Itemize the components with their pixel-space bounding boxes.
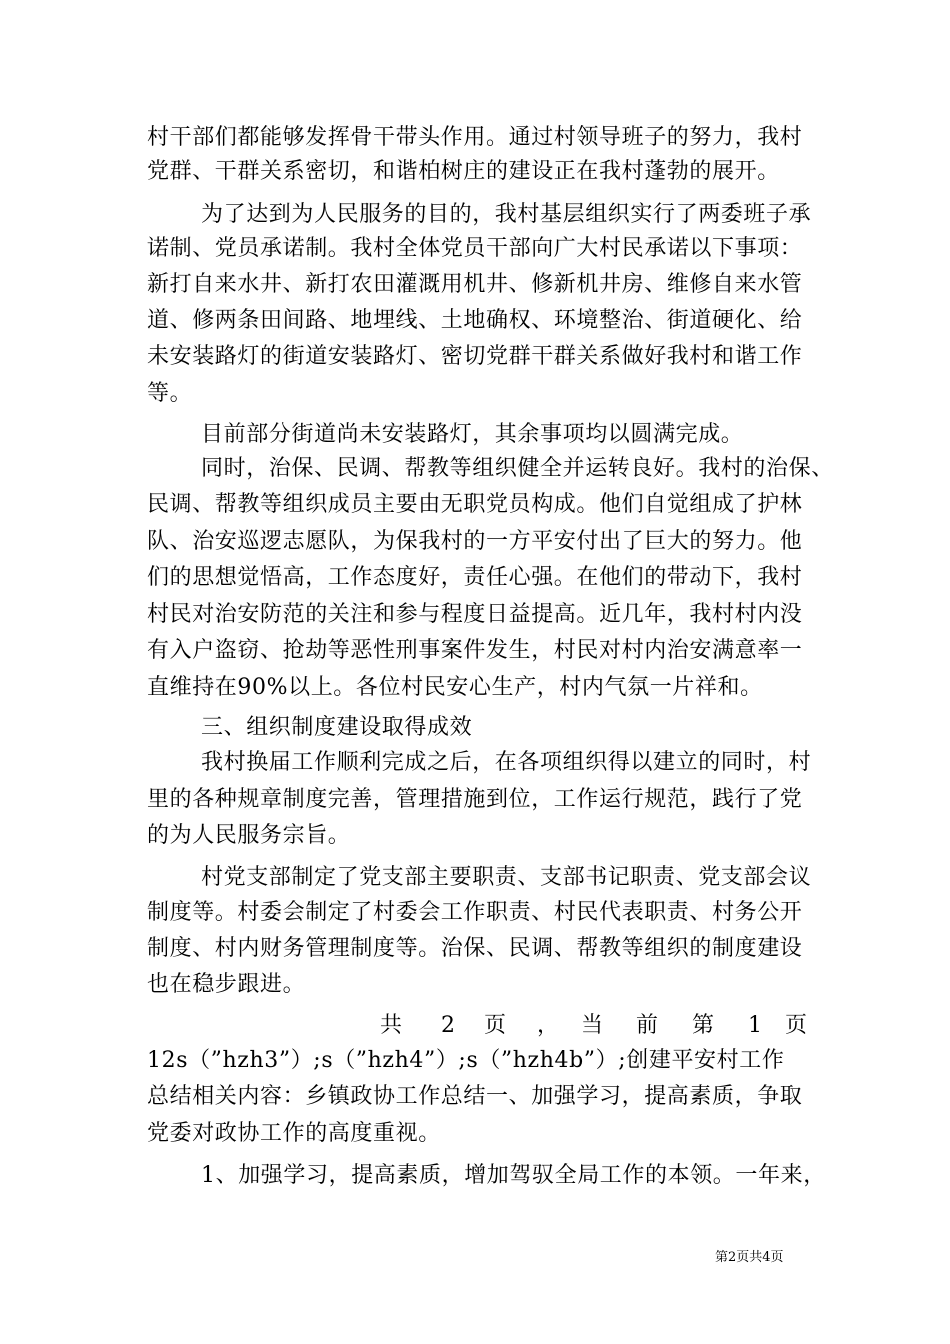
paragraph-line: 新打自来水井、新打农田灌溉用机井、修新机井房、维修自来水管 (147, 272, 803, 297)
paragraph-line: 们的思想觉悟高，工作态度好，责任心强。在他们的带动下，我村 (147, 565, 803, 590)
paragraph-line: 党委对政协工作的高度重视。 (147, 1121, 441, 1146)
page-count-token: 1 (748, 1013, 762, 1038)
paragraph-line: 我村换届工作顺利完成之后，在各项组织得以建立的同时，村 (201, 750, 812, 775)
paragraph-line: 目前部分街道尚未安装路灯，其余事项均以圆满完成。 (201, 422, 744, 447)
paragraph-line: 总结相关内容：乡镇政协工作总结一、加强学习，提高素质，争取 (147, 1084, 803, 1109)
paragraph-line: 也在稳步跟进。 (147, 972, 306, 997)
section-heading: 三、组织制度建设取得成效 (201, 715, 473, 740)
paragraph-line: 为了达到为人民服务的目的，我村基层组织实行了两委班子承 (201, 202, 812, 227)
paragraph-line: 队、治安巡逻志愿队，为保我村的一方平安付出了巨大的努力。他 (147, 529, 803, 554)
paragraph-line: 村党支部制定了党支部主要职责、支部书记职责、党支部会议 (201, 865, 812, 890)
page-count-token: 2 (441, 1013, 455, 1038)
paragraph-line: 制度、村内财务管理制度等。治保、民调、帮教等组织的制度建设 (147, 936, 803, 961)
page-footer: 第2页共4页 (715, 1250, 784, 1265)
paragraph-line: 1、加强学习，提高素质，增加驾驭全局工作的本领。一年来， (201, 1163, 826, 1188)
paragraph-line: 的为人民服务宗旨。 (147, 823, 351, 848)
page-count-token: 第 (692, 1013, 715, 1038)
page-count-token: 共 (380, 1013, 403, 1038)
page-count-token: 前 (636, 1013, 659, 1038)
page-count-token: ， (537, 1013, 560, 1038)
paragraph-line: 里的各种规章制度完善，管理措施到位，工作运行规范，践行了党 (147, 787, 803, 812)
paragraph-line: 12s（”hzh3”）;s（”hzh4”）;s（”hzh4b”）;创建平安村工作 (147, 1048, 785, 1073)
paragraph-line: 直维持在90%以上。各位村民安心生产，村内气氛一片祥和。 (147, 675, 763, 700)
paragraph-line: 党群、干群关系密切，和谐柏树庄的建设正在我村蓬勃的展开。 (147, 159, 780, 184)
paragraph-line: 有入户盗窃、抢劫等恶性刑事案件发生，村民对村内治安满意率一 (147, 638, 803, 663)
paragraph-line: 村干部们都能够发挥骨干带头作用。通过村领导班子的努力，我村 (147, 125, 803, 150)
paragraph-line: 同时，治保、民调、帮教等组织健全并运转良好。我村的治保、 (201, 456, 834, 481)
paragraph-line: 道、修两条田间路、地埋线、土地确权、环境整治、街道硬化、给 (147, 308, 803, 333)
page-count-token: 页 (785, 1013, 808, 1038)
page-count-token: 当 (581, 1013, 604, 1038)
page-count-token: 页 (484, 1013, 507, 1038)
paragraph-line: 制度等。村委会制定了村委会工作职责、村民代表职责、村务公开 (147, 900, 803, 925)
paragraph-line: 等。 (147, 381, 193, 406)
paragraph-line: 诺制、党员承诺制。我村全体党员干部向广大村民承诺以下事项： (147, 236, 803, 261)
paragraph-line: 村民对治安防范的关注和参与程度日益提高。近几年，我村村内没 (147, 602, 803, 627)
paragraph-line: 未安装路灯的街道安装路灯、密切党群干群关系做好我村和谐工作 (147, 344, 803, 369)
paragraph-line: 民调、帮教等组织成员主要由无职党员构成。他们自觉组成了护林 (147, 492, 803, 517)
